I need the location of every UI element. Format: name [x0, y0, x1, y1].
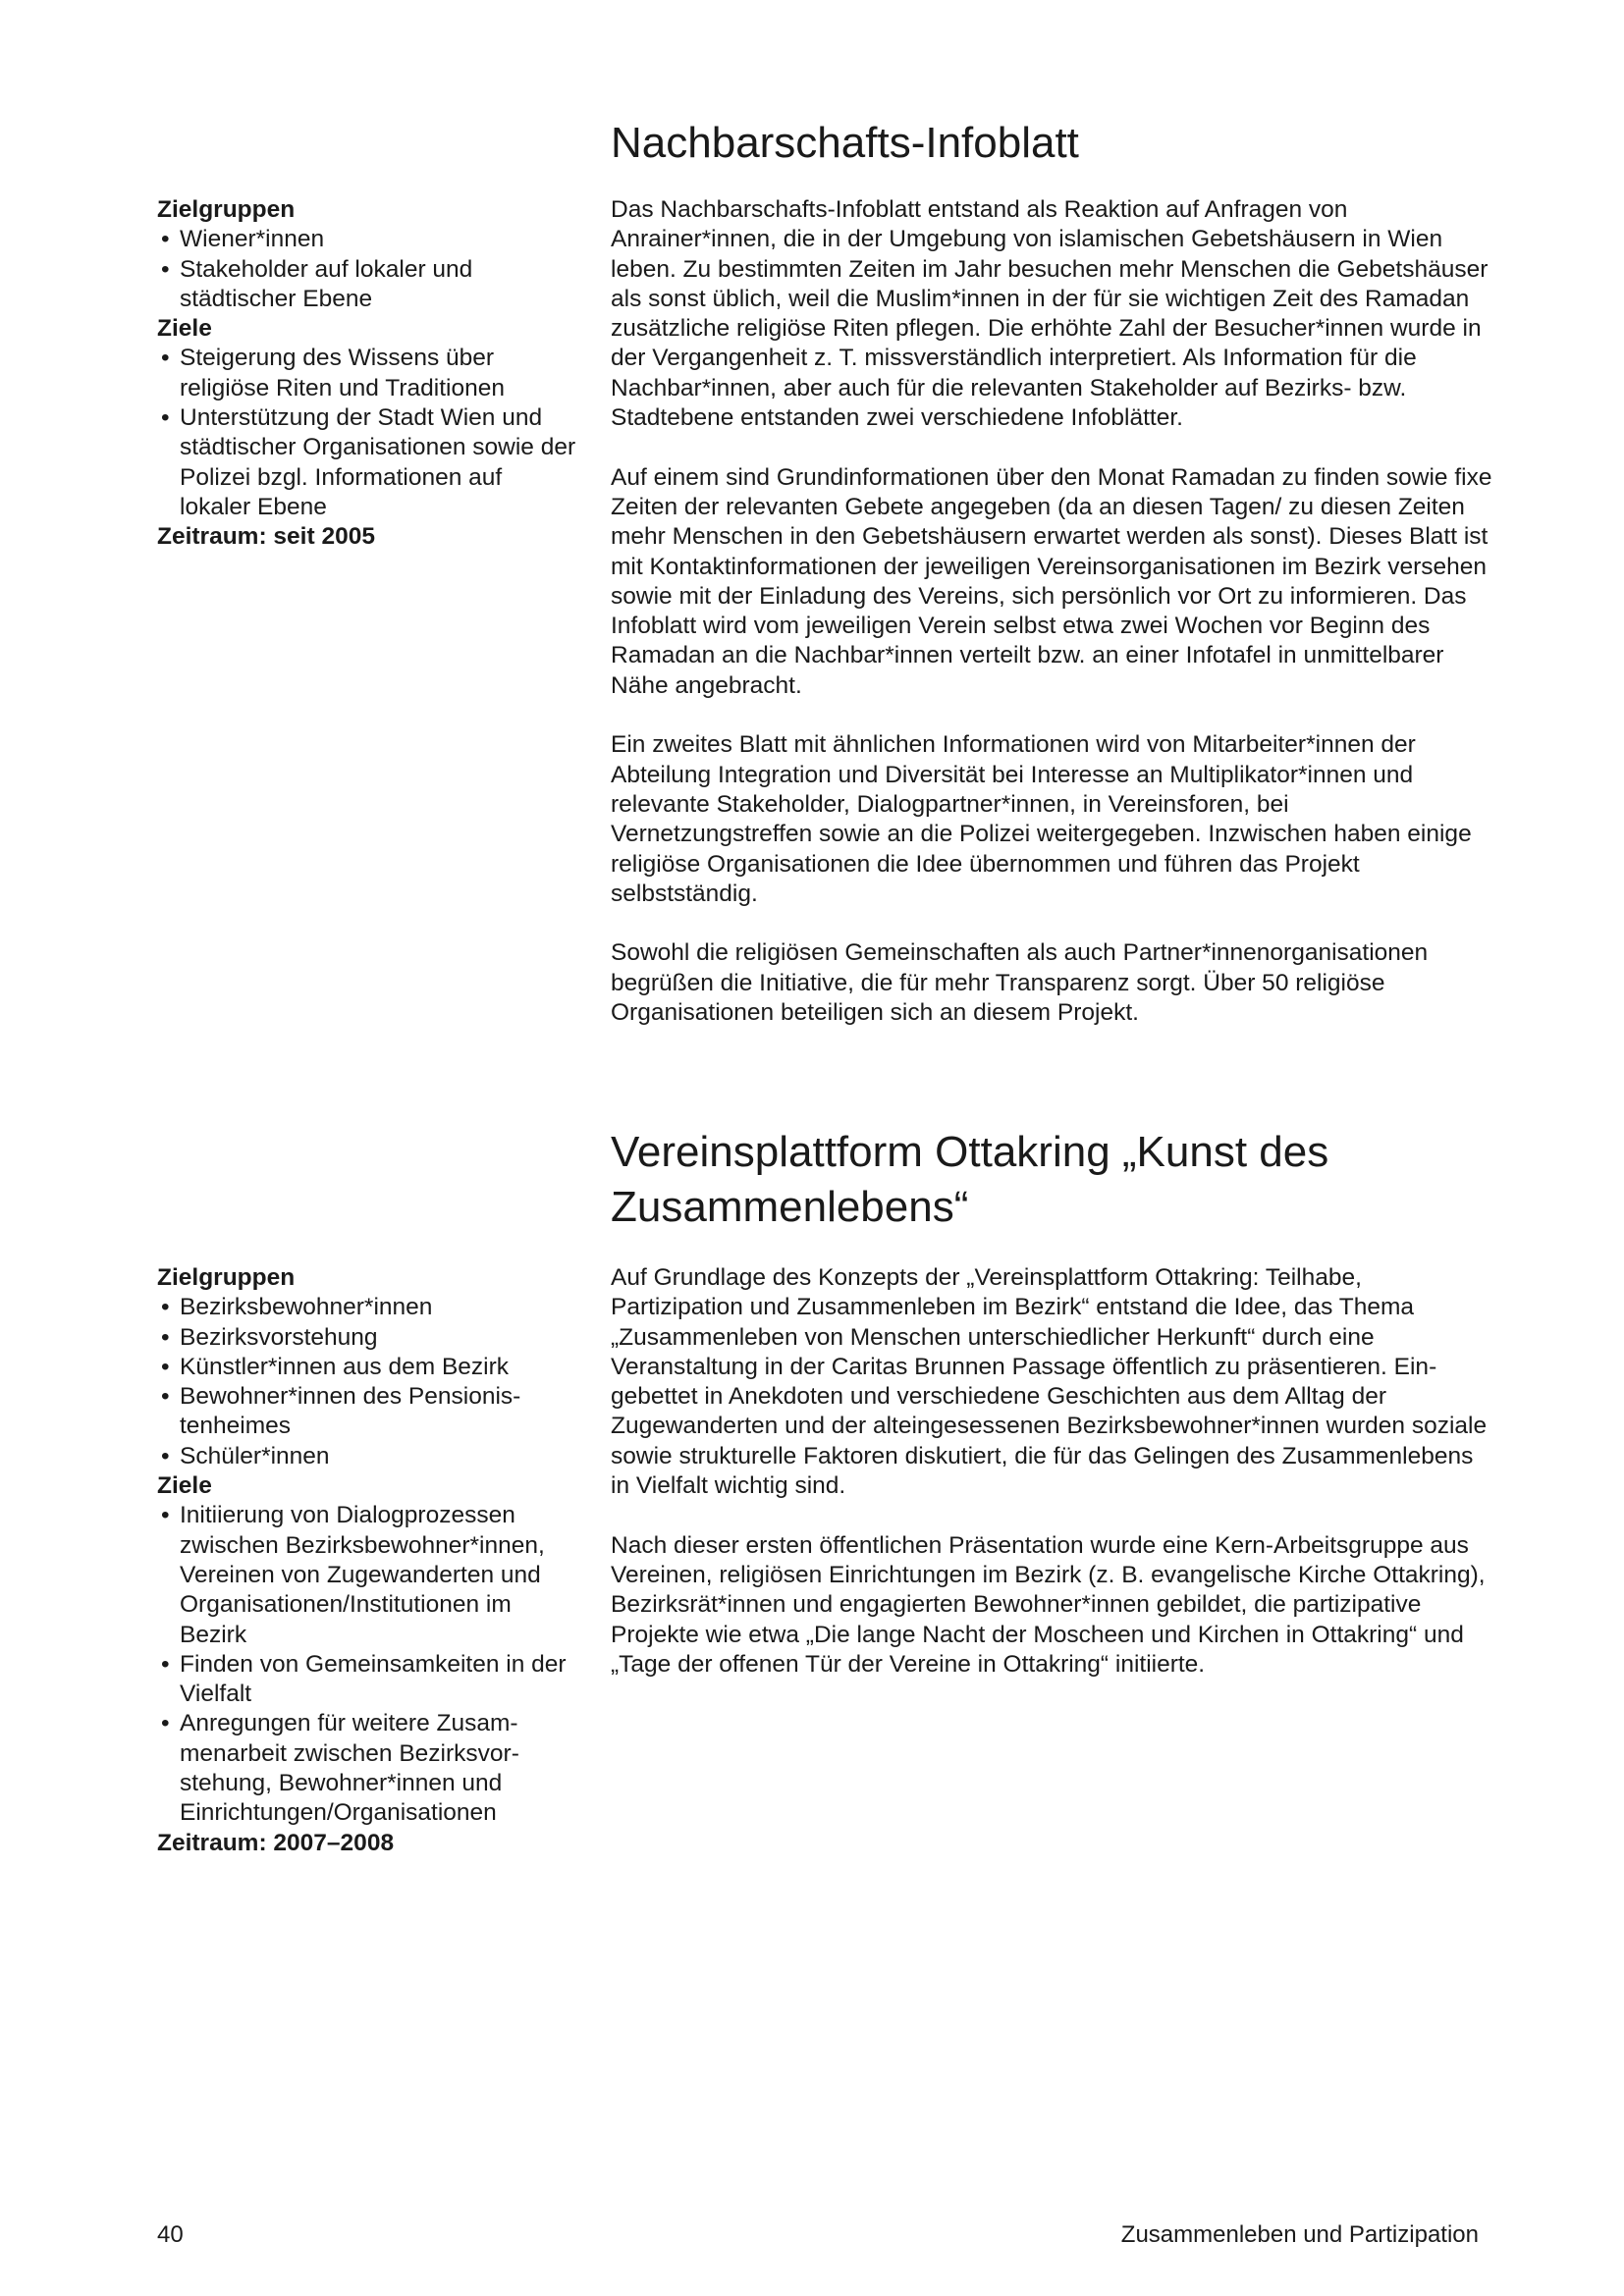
zielgruppen-list	[157, 1293, 579, 1471]
list-item-text: Initiierung von Dialogprozessen zwischen Bezirksbewohner*innen, Vereinen von Zugewanderten und Organisationen/Institutionen im Bezirk	[180, 1502, 545, 1648]
bullet-icon: •	[161, 1502, 170, 1529]
section-title: Vereinsplattform Ottakring „Kunst des Zusammenlebens“	[611, 1128, 1329, 1231]
bullet-icon: •	[161, 404, 170, 432]
bullet-icon: •	[161, 1294, 170, 1321]
list-item-text: Bezirksvorstehung	[180, 1323, 378, 1351]
list-item-text: Stakeholder auf lokaler und städtischer Ebene	[180, 255, 473, 312]
bullet-icon: •	[161, 1650, 170, 1678]
bullet-icon: •	[161, 345, 170, 372]
bullet-icon: •	[161, 1383, 170, 1411]
chapter-title: Zusammenleben und Partizipation	[1120, 2221, 1479, 2248]
list-item-text: Steigerung des Wissens über religiöse Riten und Traditionen	[180, 345, 505, 401]
project-sidebar	[157, 1263, 579, 1858]
ziele-label: Ziele	[157, 315, 212, 343]
paragraph: Ein zweites Blatt mit ähnlichen Informationen wird von Mitarbeiter*innen der Abteilung Integration und Diversität bei Interesse an Multiplikator*innen und relevante Stakeholder, Dialogpartner*innen, in Vereinsforen, bei Vernetzungstreffen sowie an die Polizei weitergegeben. Inzwischen haben einige religiöse Organisationen die Idee übernommen und führen das Projekt selbstständig.	[611, 731, 1472, 907]
list-item	[157, 1709, 579, 1828]
list-item	[157, 1442, 579, 1471]
zielgruppen-list	[157, 225, 579, 314]
list-item-text: Schüler*innen	[180, 1442, 330, 1469]
list-item-text: Finden von Gemeinsamkeiten in der Vielfalt	[180, 1650, 567, 1708]
section-title: Nachbarschafts-Infoblatt	[611, 119, 1079, 167]
bullet-icon: •	[161, 1323, 170, 1351]
section-body	[611, 1263, 1494, 1709]
paragraph: Nach dieser ersten öffentlichen Präsentation wurde eine Kern-Arbeitsgruppe aus Vereinen, religiösen Einrichtungen im Bezirk (z. B. evangelische Kirche Ottakring), Bezirksrät*innen und engagierten Bewohner*innen gebildet, die partizipative Projekte wie etwa „Die lange Nacht der Moscheen und Kirchen in Ottakring“ und „Tage der offenen Tür der Vereine in Ottakring“ initiierte.	[611, 1531, 1486, 1678]
list-item-text: Bezirksbewohner*innen	[180, 1294, 433, 1321]
zielgruppen-label: Zielgruppen	[157, 1264, 296, 1291]
list-item	[157, 1353, 579, 1382]
list-item	[157, 403, 579, 522]
paragraph: Das Nachbarschafts-Infoblatt entstand als Reaktion auf Anfragen von Anrainer*innen, die in der Umgebung von islamischen Gebetshäusern in Wien leben. Zu bestimmten Zeiten im Jahr besuchen mehr Menschen die Gebetshäuser als sonst üblich, weil die Muslim*innen in der für sie wichtigen Zeit des Ramadan zusätzliche religiöse Riten pflegen. Die erhöhte Zahl der Besucher*innen wurde in der Vergangenheit z. T. missverständlich interpretiert. Als Information für die Nachbar*innen, aber auch für die relevanten Stakeholder auf Bezirks- bzw. Stadtebene entstanden zwei verschiedene Infoblätter.	[611, 196, 1489, 432]
list-item	[157, 1323, 579, 1353]
section-body	[611, 195, 1494, 1058]
list-item-text: Künstler*innen aus dem Bezirk	[180, 1353, 510, 1380]
project-sidebar	[157, 195, 579, 553]
list-item-text: Anregungen für weitere Zusammenarbeit zwischen Bezirksvorstehung, Bewohner*innen und Einrichtungen/Organisationen	[180, 1710, 519, 1827]
paragraph: Auf einem sind Grundinformationen über den Monat Ramadan zu finden sowie fixe Zeiten der relevanten Gebete angegeben (da an diesen Tagen/ zu diesen Zeiten mehr Menschen in den Gebetshäusern erwartet werden als sonst). Dieses Blatt ist mit Kontaktinformationen der jeweiligen Vereinsorganisationen im Bezirk versehen sowie mit der Einladung des Vereins, sich persönlich vor Ort zu informieren. Das Infoblatt wird vom jeweiligen Verein selbst etwa zwei Wochen vor Beginn des Ramadan an die Nachbar*innen verteilt bzw. an einer Infotafel in unmittelbarer Nähe angebracht.	[611, 463, 1492, 699]
list-item-text: Bewohner*innen des Pensionistenheimes	[180, 1383, 521, 1440]
bullet-icon: •	[161, 226, 170, 253]
zeitraum: Zeitraum: seit 2005	[157, 523, 375, 551]
list-item	[157, 1382, 579, 1442]
list-item-text: Unterstützung der Stadt Wien und städtischer Organisationen sowie der Polizei bzgl. Informationen auf lokaler Ebene	[180, 404, 576, 520]
list-item	[157, 225, 579, 254]
list-item	[157, 1293, 579, 1322]
ziele-list	[157, 344, 579, 522]
list-item	[157, 255, 579, 315]
list-item	[157, 344, 579, 403]
paragraph: Auf Grundlage des Konzepts der „Vereinsplattform Ottakring: Teilhabe, Partizipation und Zusammenleben im Bezirk“ entstand die Idee, das Thema „Zusammenleben von Menschen unterschiedlicher Herkunft“ durch eine Veranstaltung in der Caritas Brunnen Passage öffentlich zu präsentieren. Eingebettet in Anekdoten und verschiedene Geschichten aus dem Alltag der Zugewanderten und der alteingesessenen Bezirksbewohner*innen wurden soziale sowie strukturelle Faktoren diskutiert, die für das Gelingen des Zusammenlebens in Vielfalt wichtig sind.	[611, 1264, 1488, 1500]
list-item	[157, 1501, 579, 1649]
zielgruppen-label: Zielgruppen	[157, 196, 296, 223]
paragraph: Sowohl die religiösen Gemeinschaften als auch Partner*innenorganisationen begrüßen die Initiative, die für mehr Transparenz sorgt. Über 50 religiöse Organisationen beteiligen sich an diesem Projekt.	[611, 939, 1429, 1027]
bullet-icon: •	[161, 255, 170, 283]
bullet-icon: •	[161, 1710, 170, 1737]
list-item	[157, 1650, 579, 1710]
bullet-icon: •	[161, 1442, 170, 1469]
ziele-label: Ziele	[157, 1472, 212, 1500]
ziele-list	[157, 1501, 579, 1828]
page-number: 40	[157, 2221, 184, 2248]
zeitraum: Zeitraum: 2007–2008	[157, 1829, 395, 1856]
list-item-text: Wiener*innen	[180, 226, 325, 253]
bullet-icon: •	[161, 1353, 170, 1380]
